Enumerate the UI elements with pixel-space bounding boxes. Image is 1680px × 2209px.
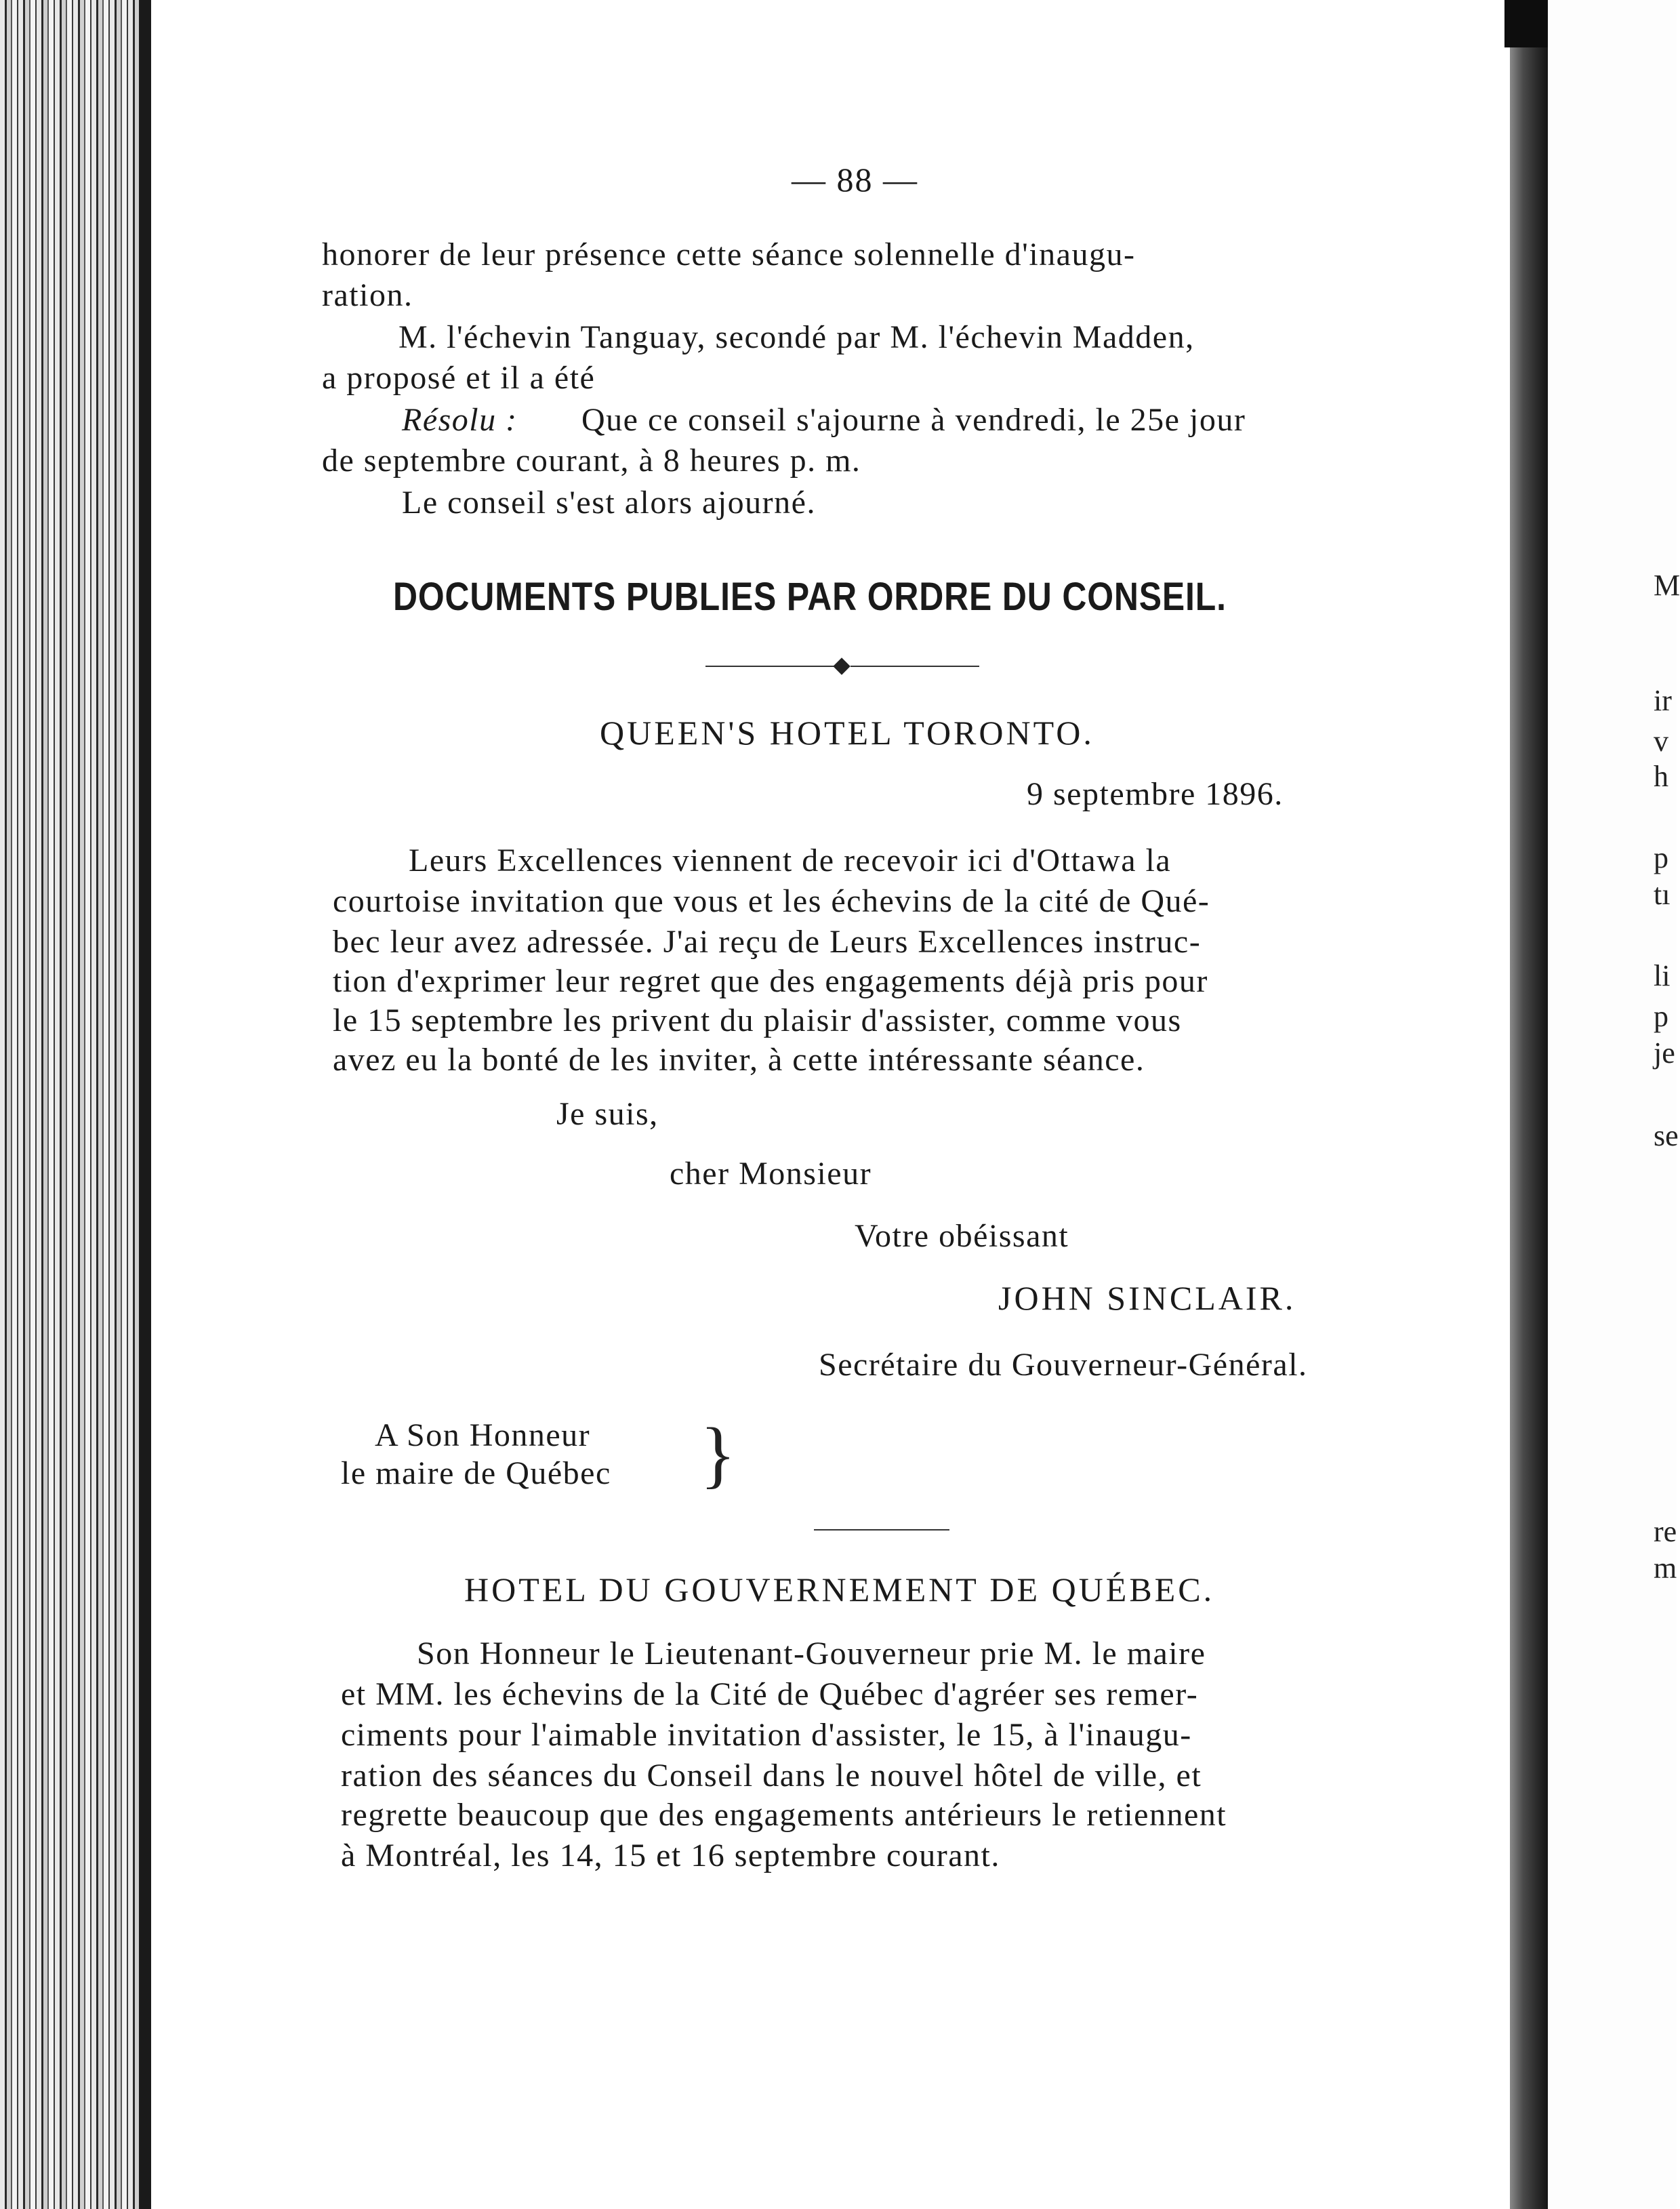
intro-line: M. l'échevin Tanguay, secondé par M. l'échevin Madden, <box>398 319 1195 355</box>
letter1-body-line: courtoise invitation que vous et les échevins de la cité de Qué- <box>333 883 1210 919</box>
letter2-body-line: ration des séances du Conseil dans le nouvel hôtel de ville, et <box>341 1758 1202 1793</box>
letter1-date: 9 septembre 1896. <box>1027 776 1284 812</box>
letter1-body-line: Leurs Excellences viennent de recevoir ici d'Ottawa la <box>409 843 1172 878</box>
page-gutter <box>1510 0 1548 2209</box>
facing-page-fragment: p <box>1654 1000 1668 1033</box>
letter1-closing: cher Monsieur <box>670 1156 872 1192</box>
letter2-body-line: regrette beaucoup que des engagements antérieurs le retiennent <box>341 1797 1227 1833</box>
intro-line: honorer de leur présence cette séance solennelle d'inaugu- <box>322 237 1136 272</box>
letter1-address: A Son Honneur <box>375 1417 591 1453</box>
intro-line: a proposé et il a été <box>322 360 596 396</box>
letter1-body-line: bec leur avez adressée. J'ai reçu de Leurs Excellences instruc- <box>333 924 1202 960</box>
facing-page-edge <box>1548 0 1677 2209</box>
page-number: — 88 — <box>792 161 918 199</box>
letter2-body-line: à Montréal, les 14, 15 et 16 septembre courant. <box>341 1838 1000 1873</box>
facing-page-fragment: li <box>1654 959 1671 992</box>
facing-page-fragment: m <box>1654 1552 1677 1585</box>
intro-line: de septembre courant, à 8 heures p. m. <box>322 443 861 479</box>
letter2-body-line: ciments pour l'aimable invitation d'assister, le 15, à l'inaugu- <box>341 1717 1192 1753</box>
facing-page-fragment: tı <box>1654 878 1671 911</box>
letter2-body-line: Son Honneur le Lieutenant-Gouverneur prie M. le maire <box>417 1636 1206 1671</box>
letter1-closing: Votre obéissant <box>855 1218 1069 1254</box>
resolu-label: Résolu : <box>402 402 518 438</box>
letter1-signer-title: Secrétaire du Gouverneur-Général. <box>819 1347 1308 1383</box>
section-heading: DOCUMENTS PUBLIES PAR ORDRE DU CONSEIL. <box>393 575 1227 619</box>
facing-page-fragment: h <box>1654 760 1668 793</box>
intro-line: ration. <box>322 277 413 313</box>
ornament-rule-left <box>705 666 841 667</box>
ornament-rule-right <box>851 666 979 667</box>
facing-page-fragment: M <box>1654 569 1680 602</box>
letter2-body-line: et MM. les échevins de la Cité de Québec d'agréer ses remer- <box>341 1676 1199 1712</box>
letter1-body-line: tion d'exprimer leur regret que des engagements déjà pris pour <box>333 963 1208 999</box>
intro-line: Le conseil s'est alors ajourné. <box>402 485 816 521</box>
document-page <box>151 0 1510 2209</box>
facing-page-fragment: je <box>1654 1036 1675 1070</box>
ornament-diamond <box>833 657 850 674</box>
intro-line: Que ce conseil s'ajourne à vendredi, le 25e jour <box>581 402 1246 438</box>
binding-shadow <box>139 0 151 2209</box>
facing-page-fragment: se <box>1654 1119 1679 1152</box>
section-separator <box>814 1529 949 1531</box>
facing-page-fragment: re <box>1654 1515 1677 1548</box>
book-binding-edge <box>0 0 146 2209</box>
letter1-address: le maire de Québec <box>341 1455 611 1491</box>
address-brace: } <box>700 1413 736 1495</box>
letter1-body-line: le 15 septembre les privent du plaisir d'assister, comme vous <box>333 1002 1182 1038</box>
facing-page-fragment: p <box>1654 841 1668 874</box>
gutter-shadow <box>1504 0 1552 47</box>
facing-page-fragment: ir <box>1654 684 1672 717</box>
letter1-closing: Je suis, <box>556 1096 659 1132</box>
letter1-heading: QUEEN'S HOTEL TORONTO. <box>600 714 1094 752</box>
facing-page-fragment: v <box>1654 725 1668 758</box>
letter1-signature: JOHN SINCLAIR. <box>998 1279 1296 1317</box>
letter2-heading: HOTEL DU GOUVERNEMENT DE QUÉBEC. <box>464 1570 1215 1608</box>
letter1-body-line: avez eu la bonté de les inviter, à cette intéressante séance. <box>333 1042 1145 1078</box>
